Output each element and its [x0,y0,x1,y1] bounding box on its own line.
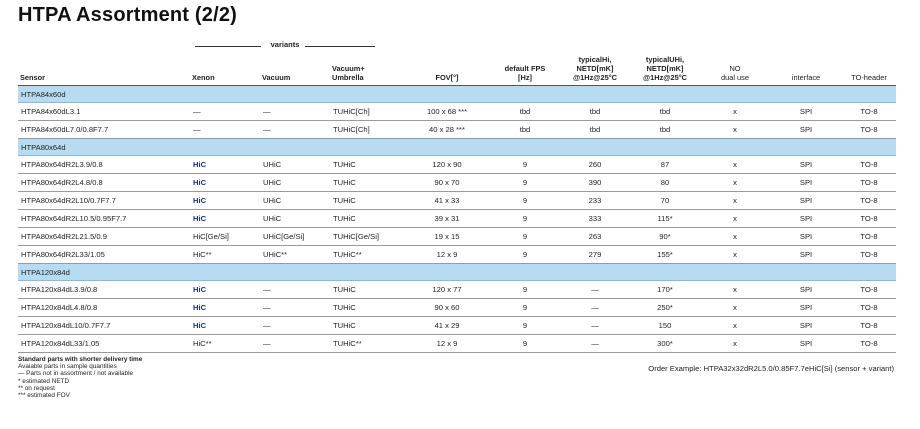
col-netd-uhi-line1: typicalUHi, [645,55,685,64]
cell-fov: 12 x 9 [404,335,490,353]
cell-interface: SPI [770,317,842,335]
legend-on-request: ** on request [18,384,55,392]
cell-interface: SPI [770,103,842,121]
table-row [18,335,896,353]
page-title: HTPA Assortment (2/2) [18,4,238,26]
cell-interface: SPI [770,299,842,317]
cell-xenon: HiC [190,317,260,335]
col-netd-uhi-line2: NETD[mK] [646,64,684,73]
cell-sensor: HTPA84x60dL7.0/0.8F7.7 [18,121,190,139]
group-row [18,86,896,103]
cell-interface: SPI [770,210,842,228]
cell-vacuum-umbrella: TUHiC[Ch] [330,121,404,139]
cell-netd-uhi: 300* [630,335,700,353]
cell-xenon: HiC** [190,246,260,264]
cell-vacuum: — [260,317,330,335]
group-row [18,139,896,156]
variants-rule-left [195,46,261,47]
cell-vacuum: UHiC[Ge/Si] [260,228,330,246]
cell-to-header: TO-8 [842,335,896,353]
table-header-row [18,52,896,86]
col-dual-use [700,52,770,86]
cell-netd-uhi: 155* [630,246,700,264]
legend-estimated-fov: *** estimated FOV [18,392,70,400]
cell-interface: SPI [770,281,842,299]
cell-dual-use: x [700,174,770,192]
cell-vacuum: — [260,281,330,299]
cell-sensor: HTPA120x84dL3.9/0.8 [18,281,190,299]
cell-netd-uhi: 150 [630,317,700,335]
cell-netd-hi: 333 [560,210,630,228]
cell-fov: 41 x 33 [404,192,490,210]
legend-standard: Standard parts with shorter delivery time [18,356,143,363]
group-row [18,264,896,281]
cell-netd-uhi: 90* [630,228,700,246]
cell-netd-hi: tbd [560,103,630,121]
cell-to-header: TO-8 [842,317,896,335]
cell-fov: 19 x 15 [404,228,490,246]
table-row [18,121,896,139]
cell-vacuum-umbrella: TUHiC [330,210,404,228]
col-vacuum-umbrella-line1: Vacuum+ [332,64,365,73]
cell-vacuum: UHiC [260,156,330,174]
table-body [18,86,896,353]
cell-interface: SPI [770,192,842,210]
cell-to-header: TO-8 [842,156,896,174]
cell-fps: 9 [490,156,560,174]
col-xenon: Xenon [190,52,260,86]
cell-vacuum: — [260,335,330,353]
cell-vacuum-umbrella: TUHiC** [330,246,404,264]
col-fov: FOV[°] [404,52,490,86]
cell-netd-uhi: 115* [630,210,700,228]
cell-fov: 120 x 90 [404,156,490,174]
group-label: HTPA120x84d [18,264,896,281]
cell-netd-uhi: tbd [630,121,700,139]
cell-dual-use: x [700,121,770,139]
assortment-table [18,52,896,353]
cell-sensor: HTPA120x84dL10/0.7F7.7 [18,317,190,335]
cell-xenon: HiC [190,156,260,174]
cell-fps: 9 [490,281,560,299]
col-fps-line1: default FPS [504,64,546,73]
cell-interface: SPI [770,246,842,264]
cell-dual-use: x [700,317,770,335]
cell-netd-hi: 279 [560,246,630,264]
cell-sensor: HTPA80x64dR2L10/0.7F7.7 [18,192,190,210]
cell-fov: 120 x 77 [404,281,490,299]
table-row [18,210,896,228]
cell-netd-hi: 260 [560,156,630,174]
col-fps [490,52,560,86]
col-netd-uhi-line3: @1Hz@25°C [642,73,688,82]
cell-fps: 9 [490,246,560,264]
cell-netd-hi: — [560,299,630,317]
cell-dual-use: x [700,192,770,210]
cell-netd-uhi: 70 [630,192,700,210]
table-row [18,228,896,246]
col-interface: interface [770,52,842,86]
variants-header [195,40,375,52]
variants-rule-right [305,46,375,47]
cell-vacuum-umbrella: TUHiC[Ch] [330,103,404,121]
cell-xenon: HiC [190,281,260,299]
cell-fov: 90 x 70 [404,174,490,192]
table-row [18,192,896,210]
cell-sensor: HTPA80x64dR2L33/1.05 [18,246,190,264]
cell-xenon: — [190,103,260,121]
cell-sensor: HTPA80x64dR2L10.5/0.95F7.7 [18,210,190,228]
cell-interface: SPI [770,174,842,192]
cell-interface: SPI [770,228,842,246]
cell-vacuum-umbrella: TUHiC [330,174,404,192]
cell-fps: 9 [490,174,560,192]
group-label: HTPA80x64d [18,139,896,156]
legend-sample: Avaiable parts in sample quantities [18,363,117,371]
cell-to-header: TO-8 [842,228,896,246]
cell-netd-hi: — [560,281,630,299]
cell-fov: 90 x 60 [404,299,490,317]
col-vacuum: Vacuum [260,52,330,86]
cell-to-header: TO-8 [842,121,896,139]
col-vacuum-umbrella [330,52,404,86]
cell-fps: 9 [490,210,560,228]
cell-xenon: HiC [190,210,260,228]
cell-fov: 40 x 28 *** [404,121,490,139]
cell-fps: 9 [490,192,560,210]
cell-netd-hi: tbd [560,121,630,139]
cell-interface: SPI [770,335,842,353]
cell-netd-uhi: 250* [630,299,700,317]
cell-to-header: TO-8 [842,299,896,317]
cell-xenon: HiC[Ge/Si] [190,228,260,246]
col-netd-hi-line3: @1Hz@25°C [572,73,618,82]
cell-sensor: HTPA120x84dL4.8/0.8 [18,299,190,317]
cell-netd-uhi: 170* [630,281,700,299]
cell-vacuum-umbrella: TUHiC [330,192,404,210]
cell-netd-uhi: 80 [630,174,700,192]
cell-vacuum: UHiC [260,210,330,228]
col-netd-hi-line1: typicalHi, [578,55,612,64]
cell-xenon: HiC [190,299,260,317]
table-row [18,246,896,264]
cell-netd-hi: 263 [560,228,630,246]
cell-vacuum-umbrella: TUHiC[Ge/Si] [330,228,404,246]
cell-netd-hi: — [560,317,630,335]
cell-vacuum-umbrella: TUHiC [330,156,404,174]
cell-vacuum: UHiC [260,174,330,192]
cell-fov: 100 x 68 *** [404,103,490,121]
cell-netd-hi: — [560,335,630,353]
cell-fps: tbd [490,103,560,121]
cell-sensor: HTPA80x64dR2L4.8/0.8 [18,174,190,192]
legend-estimated-netd: * estimated NETD [18,377,70,385]
cell-vacuum: — [260,121,330,139]
col-vacuum-umbrella-line2: Umbrella [332,73,364,82]
cell-sensor: HTPA80x64dR2L3.9/0.8 [18,156,190,174]
cell-to-header: TO-8 [842,192,896,210]
cell-interface: SPI [770,121,842,139]
variants-label: variants [268,40,303,49]
table-row [18,156,896,174]
cell-netd-hi: 390 [560,174,630,192]
cell-interface: SPI [770,156,842,174]
cell-dual-use: x [700,210,770,228]
col-to-header: TO-header [842,52,896,86]
cell-xenon: HiC [190,192,260,210]
cell-to-header: TO-8 [842,281,896,299]
cell-fps: tbd [490,121,560,139]
cell-xenon: — [190,121,260,139]
cell-vacuum: — [260,299,330,317]
cell-fov: 41 x 29 [404,317,490,335]
col-dual-use-line2: dual use [721,73,749,82]
cell-vacuum-umbrella: TUHiC [330,299,404,317]
col-dual-use-line1: NO [729,64,741,73]
col-fps-line2: [Hz] [518,73,532,82]
cell-to-header: TO-8 [842,246,896,264]
cell-vacuum: — [260,103,330,121]
cell-dual-use: x [700,335,770,353]
cell-vacuum-umbrella: TUHiC [330,317,404,335]
cell-xenon: HiC** [190,335,260,353]
cell-fov: 39 x 31 [404,210,490,228]
order-example: Order Example: HTPA32x32dR2L5.0/0.85F7.7eHiC[Si] (sensor + variant) [648,364,894,373]
cell-dual-use: x [700,299,770,317]
cell-to-header: TO-8 [842,103,896,121]
cell-fov: 12 x 9 [404,246,490,264]
cell-vacuum: UHiC [260,192,330,210]
cell-fps: 9 [490,317,560,335]
table-row [18,174,896,192]
cell-sensor: HTPA120x84dL33/1.05 [18,335,190,353]
cell-to-header: TO-8 [842,174,896,192]
table-row [18,103,896,121]
cell-vacuum-umbrella: TUHiC [330,281,404,299]
cell-fps: 9 [490,335,560,353]
cell-xenon: HiC [190,174,260,192]
col-netd-uhi [630,52,700,86]
col-sensor: Sensor [18,52,190,86]
table-row [18,281,896,299]
group-label: HTPA84x60d [18,86,896,103]
cell-dual-use: x [700,246,770,264]
cell-sensor: HTPA84x60dL3.1 [18,103,190,121]
cell-vacuum: UHiC** [260,246,330,264]
cell-dual-use: x [700,156,770,174]
table-row [18,317,896,335]
cell-dual-use: x [700,281,770,299]
cell-netd-hi: 233 [560,192,630,210]
cell-netd-uhi: 87 [630,156,700,174]
col-netd-hi [560,52,630,86]
cell-sensor: HTPA80x64dR2L21.5/0.9 [18,228,190,246]
cell-fps: 9 [490,228,560,246]
cell-to-header: TO-8 [842,210,896,228]
cell-netd-uhi: tbd [630,103,700,121]
legend [18,356,142,399]
cell-dual-use: x [700,228,770,246]
cell-vacuum-umbrella: TUHiC** [330,335,404,353]
cell-fps: 9 [490,299,560,317]
cell-dual-use: x [700,103,770,121]
table-row [18,299,896,317]
col-netd-hi-line2: NETD[mK] [576,64,614,73]
legend-not-available: — Parts not in assortment / not available [18,370,134,378]
